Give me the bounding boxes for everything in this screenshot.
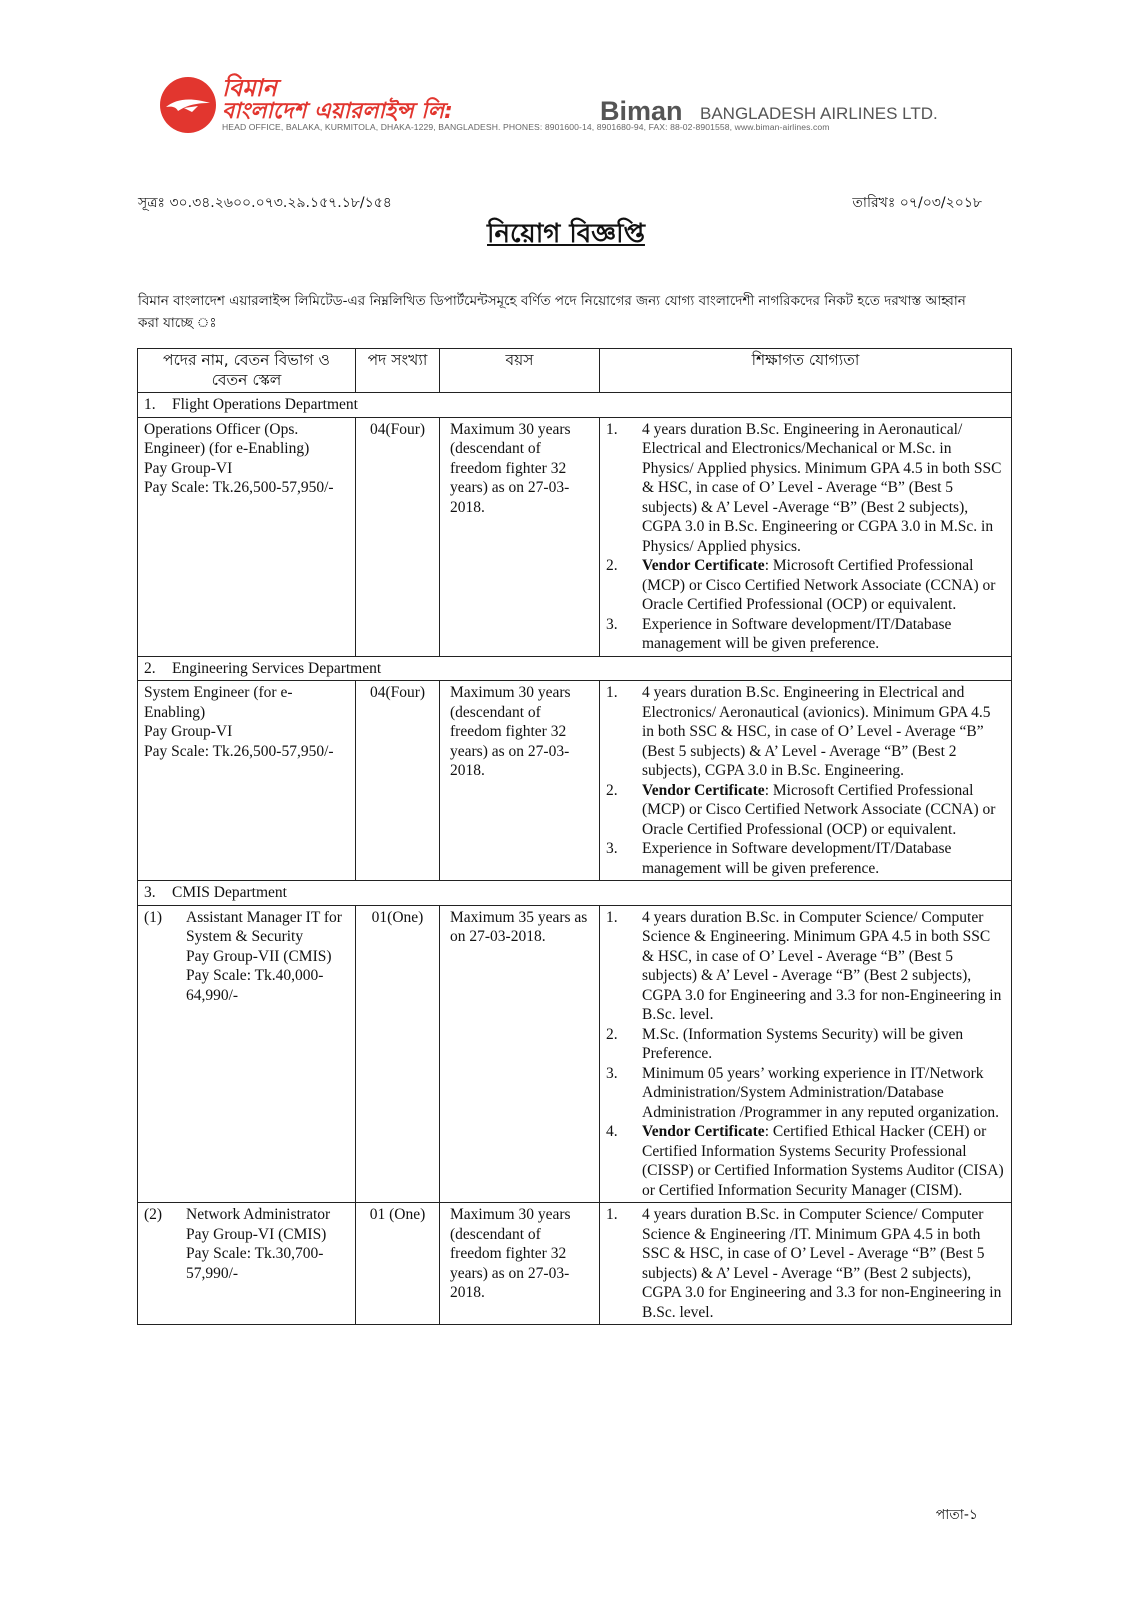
department-name: Flight Operations Department <box>172 396 358 413</box>
qualification-number: 3. <box>606 615 618 633</box>
page-number: পাতা-১ <box>935 1507 978 1523</box>
post-title: System Engineer (for e-Enabling) <box>144 684 293 721</box>
reference-number: সূত্রঃ ৩০.৩৪.২৬০০.০৭৩.২৯.১৫৭.১৮/১৫৪ <box>138 195 392 211</box>
department-cell <box>138 656 1012 681</box>
qualification-text: Minimum 05 years’ working experience in IT/Network Administration/System Administration/Database Administration /Programmer in any reputed organization. <box>642 1064 999 1121</box>
department-row <box>138 656 1012 681</box>
qualification-list <box>606 420 1005 654</box>
post-count: 01 (One) <box>356 1203 440 1325</box>
qualification-number: 2. <box>606 1025 618 1043</box>
qualification-number: 1. <box>606 420 618 438</box>
qualification-text: 4 years duration B.Sc. Engineering in Aeronautical/ Electrical and Electronics/Mechanical or M.Sc. in Physics/ Applied physics. Minimum GPA 4.5 in both SSC & HSC, in case of O’ Level - Average “B” (Best 5 subjects) & A’ Level -Average “B” (Best 2 subjects), CGPA 3.0 in B.Sc. Engineering or CGPA 3.0 in M.Sc. in Physics/ Applied physics. <box>642 420 1002 555</box>
post-details <box>144 420 349 498</box>
header-qualification: শিক্ষাগত যোগ্যতা <box>600 349 1012 393</box>
post-title: Assistant Manager IT for System & Security <box>186 908 342 945</box>
letterhead <box>160 72 980 142</box>
bird-icon <box>164 97 212 115</box>
department-cell <box>138 881 1012 906</box>
date: তারিখঃ ০৭/০৩/২০১৮ <box>852 195 982 211</box>
qualification-item <box>606 839 1005 878</box>
qualification-text: : Microsoft Certified Professional (MCP) or Cisco Certified Network Associate (CCNA) or Oracle Certified Professional (OCP) or equivalent. <box>642 557 996 613</box>
department-name: CMIS Department <box>172 884 287 901</box>
head-office-address: HEAD OFFICE, BALAKA, KURMITOLA, DHAKA-1229, BANGLADESH. PHONES: 8901600-14, 8901680-94, FAX: 88-02-8901558, www.biman-airlines.com <box>222 122 830 132</box>
post-row <box>138 1203 1012 1325</box>
post-sub-number: (1) <box>144 908 163 926</box>
job-table <box>137 348 1012 1325</box>
pay-scale: Pay Scale: Tk.30,700-57,990/- <box>186 1245 324 1282</box>
department-number: 2. <box>144 659 156 677</box>
qualification-item <box>606 1064 1005 1123</box>
pay-group: Pay Group-VI <box>144 459 233 477</box>
table-header-row <box>138 349 1012 393</box>
header-post-count: পদ সংখ্যা <box>356 349 440 393</box>
department-name: Engineering Services Department <box>172 659 382 677</box>
department-row <box>138 881 1012 906</box>
post-row <box>138 681 1012 881</box>
age-limit: Maximum 30 years (descendant of freedom fighter 32 years) as on 27-03-2018. <box>440 1203 600 1325</box>
qualification-item <box>606 1122 1005 1200</box>
post-details <box>144 1205 349 1283</box>
qualification-list <box>606 1205 1005 1322</box>
qualification-item <box>606 420 1005 557</box>
biman-logo <box>160 77 216 133</box>
qualification-number: 1. <box>606 1206 618 1223</box>
airline-name <box>222 74 982 126</box>
pay-group: Pay Group-VII (CMIS) <box>186 947 332 965</box>
post-count: 01(One) <box>356 905 440 1203</box>
qualification-cell <box>600 681 1012 881</box>
pay-group: Pay Group-VI <box>144 723 233 740</box>
qualification-text: Experience in Software development/IT/Database management will be given preference. <box>642 615 952 652</box>
post-row <box>138 417 1012 656</box>
post-title: Network Administrator <box>186 1206 331 1223</box>
qualification-number: 1. <box>606 908 618 926</box>
bengali-name-line1: বিমান <box>222 74 277 102</box>
post-name-cell <box>138 1203 356 1325</box>
qualification-list <box>606 683 1005 878</box>
qualification-item <box>606 615 1005 654</box>
post-title: Operations Officer (Ops. Engineer) (for e-Enabling) <box>144 420 310 457</box>
qualification-number: 4. <box>606 1123 618 1140</box>
qualification-item <box>606 683 1005 781</box>
qualification-cell <box>600 905 1012 1203</box>
qualification-text: 4 years duration B.Sc. Engineering in Electrical and Electronics/ Aeronautical (avionics). Minimum GPA 4.5 in both SSC & HSC, in case of O’ Level - Average “B” (Best 5 subjects) & A’ Level - Average “B” (Best 2 subjects), CGPA 3.0 in B.Sc. Engineering. <box>642 684 991 779</box>
header-post-name: পদের নাম, বেতন বিভাগ ও বেতন স্কেল <box>138 349 356 393</box>
department-row <box>138 393 1012 418</box>
post-name-cell <box>138 905 356 1203</box>
qualification-cell <box>600 417 1012 656</box>
department-number: 3. <box>144 884 156 901</box>
qualification-item <box>606 1025 1005 1064</box>
pay-scale: Pay Scale: Tk.26,500-57,950/- <box>144 479 334 496</box>
qualification-number: 3. <box>606 1064 618 1082</box>
page-title: নিয়োগ বিজ্ঞপ্তি <box>487 219 645 249</box>
qualification-bold-label: Vendor Certificate <box>642 557 765 574</box>
qualification-number: 2. <box>606 781 618 799</box>
english-name-bold: Biman <box>600 96 683 126</box>
qualification-bold-label: Vendor Certificate <box>642 1123 765 1140</box>
qualification-number: 2. <box>606 557 618 574</box>
header-age: বয়স <box>440 349 600 393</box>
qualification-text: Experience in Software development/IT/Database management will be given preference. <box>642 840 952 877</box>
qualification-bold-label: Vendor Certificate <box>642 781 765 799</box>
qualification-number: 3. <box>606 840 618 857</box>
post-sub-number: (2) <box>144 1206 163 1223</box>
post-details <box>144 908 349 1006</box>
qualification-item <box>606 1205 1005 1322</box>
qualification-text: : Microsoft Certified Professional (MCP) or Cisco Certified Network Associate (CCNA) or Oracle Certified Professional (OCP) or equivalent. <box>642 781 996 838</box>
post-sub-wrap <box>144 1205 349 1283</box>
department-cell <box>138 393 1012 418</box>
bengali-name-line2: বাংলাদেশ এয়ারলাইন্স লি: <box>222 99 453 124</box>
age-limit: Maximum 30 years (descendant of freedom fighter 32 years) as on 27-03-2018. <box>440 417 600 656</box>
qualification-text: M.Sc. (Information Systems Security) will be given Preference. <box>642 1025 964 1062</box>
qualification-item <box>606 908 1005 1025</box>
post-row <box>138 905 1012 1203</box>
pay-scale: Pay Scale: Tk.40,000-64,990/- <box>186 967 324 1004</box>
qualification-text: : Certified Ethical Hacker (CEH) or Certified Information Systems Security Professional (CISSP) or Certified Information Systems Auditor (CISA) or Certified Information Security Manager (CISM). <box>642 1123 1004 1199</box>
english-name-rest: BANGLADESH AIRLINES LTD. <box>700 104 938 123</box>
qualification-item <box>606 556 1005 615</box>
qualification-list <box>606 908 1005 1201</box>
age-limit: Maximum 30 years (descendant of freedom fighter 32 years) as on 27-03-2018. <box>440 681 600 881</box>
post-name-cell <box>138 417 356 656</box>
post-count: 04(Four) <box>356 417 440 656</box>
qualification-item <box>606 781 1005 840</box>
qualification-cell <box>600 1203 1012 1325</box>
post-count: 04(Four) <box>356 681 440 881</box>
qualification-number: 1. <box>606 684 618 701</box>
qualification-text: 4 years duration B.Sc. in Computer Science/ Computer Science & Engineering /IT. Minimum GPA 4.5 in both SSC & HSC, in case of O’ Level - Average “B” (Best 5 subjects) & A’ Level - Average “B” (Best 2 subjects), CGPA 3.0 for Engineering and 3.3 for non-Engineering in B.Sc. level. <box>642 1206 1002 1321</box>
post-details <box>144 683 349 761</box>
department-number: 1. <box>144 396 156 413</box>
post-name-cell <box>138 681 356 881</box>
age-limit: Maximum 35 years as on 27-03-2018. <box>440 905 600 1203</box>
post-sub-wrap <box>144 908 349 1006</box>
pay-scale: Pay Scale: Tk.26,500-57,950/- <box>144 742 334 760</box>
intro-paragraph: বিমান বাংলাদেশ এয়ারলাইন্স লিমিটেড-এর নিম্নলিখিত ডিপার্টমেন্টসমূহে বর্ণিত পদে নিয়োগের জন্য যোগ্য বাংলাদেশী নাগরিকদের নিকট হতে দরখাস্ত আহ্বান করা যাচ্ছে ঃ <box>138 293 966 331</box>
qualification-text: 4 years duration B.Sc. in Computer Science/ Computer Science & Engineering. Minimum GPA 4.5 in both SSC & HSC, in case of O’ Level - Average “B” (Best 5 subjects) & A’ Level - Average “B” (Best 2 subjects), CGPA 3.0 for Engineering and 3.3 for non-Engineering in B.Sc. level. <box>642 908 1002 1023</box>
pay-group: Pay Group-VI (CMIS) <box>186 1225 327 1243</box>
